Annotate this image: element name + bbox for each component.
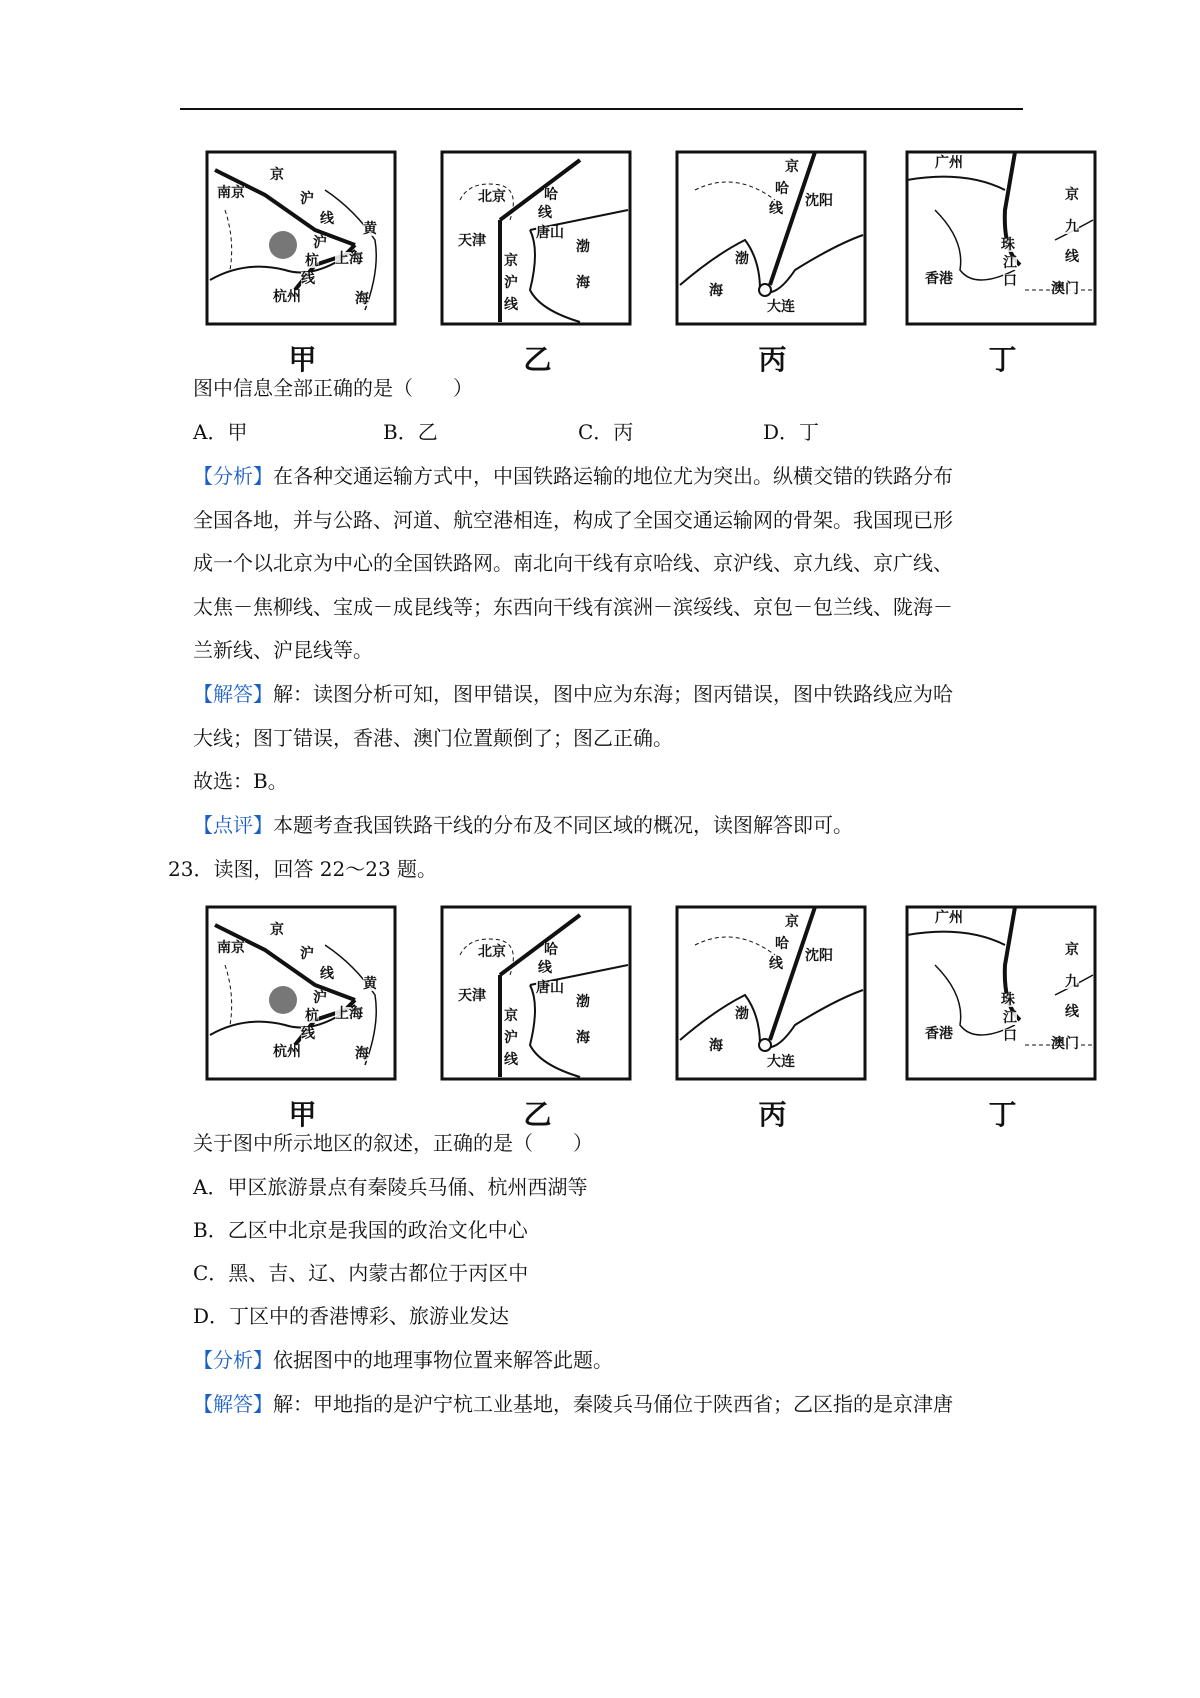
q22-choice: 故选：B。 xyxy=(193,769,288,793)
analysis-tag: 【分析】 xyxy=(193,1348,273,1372)
q23-option-d: D．丁区中的香港博彩、旅游业发达 xyxy=(193,1304,510,1328)
caption-bing: 丙 xyxy=(758,343,787,376)
caption-ding: 丁 xyxy=(988,343,1017,376)
q22-stem: 图中信息全部正确的是（ ） xyxy=(193,376,473,400)
label-xian: 线 xyxy=(538,205,552,221)
label-hu: 沪 xyxy=(504,1030,518,1046)
label-tianjin: 天津 xyxy=(458,988,486,1004)
label-jiang: 江 xyxy=(1003,1010,1017,1026)
q22-option-d: D．丁 xyxy=(763,420,820,444)
label-xian: 线 xyxy=(1065,249,1079,265)
caption-jia: 甲 xyxy=(288,1098,317,1131)
answer-tag: 【解答】 xyxy=(193,682,273,706)
map-jia-graphic xyxy=(205,905,400,1085)
label-hai: 海 xyxy=(709,283,723,299)
caption-yi: 乙 xyxy=(523,1098,552,1131)
label-xian2: 线 xyxy=(301,271,315,287)
label-jing: 京 xyxy=(504,1008,518,1024)
label-dalian: 大连 xyxy=(767,299,795,315)
label-tianjin: 天津 xyxy=(458,233,486,249)
label-jing: 京 xyxy=(270,922,284,938)
label-xian2: 线 xyxy=(301,1026,315,1042)
q22-analysis-line-2: 全国各地，并与公路、河道、航空港相连，构成了全国交通运输网的骨架。我国现已形 xyxy=(193,508,953,532)
label-ha: 哈 xyxy=(544,187,558,203)
label-hai: 海 xyxy=(576,1030,590,1046)
q22-option-c: C．丙 xyxy=(578,420,634,444)
label-jing: 京 xyxy=(785,159,799,175)
label-bo: 渤 xyxy=(735,1006,749,1022)
label-jing: 京 xyxy=(1065,942,1079,958)
label-hu2: 沪 xyxy=(313,235,327,251)
label-hu: 沪 xyxy=(504,275,518,291)
caption-jia: 甲 xyxy=(288,343,317,376)
label-xian: 线 xyxy=(1065,1004,1079,1020)
label-kou: 口 xyxy=(1003,273,1017,289)
label-aomen: 澳门 xyxy=(1051,1036,1079,1052)
label-shanghai: 上海 xyxy=(335,251,363,267)
label-nanjing: 南京 xyxy=(217,940,245,956)
label-aomen: 澳门 xyxy=(1051,281,1079,297)
label-hang: 杭 xyxy=(305,253,319,269)
comment-tag: 【点评】 xyxy=(193,813,273,837)
label-jiu: 九 xyxy=(1065,974,1079,990)
map-bing xyxy=(675,150,870,380)
map-ding xyxy=(905,905,1100,1135)
figure-row-2 xyxy=(205,905,1190,1135)
label-hai: 海 xyxy=(355,291,369,307)
figure-row-1 xyxy=(205,150,1190,380)
label-shanghai: 上海 xyxy=(335,1006,363,1022)
label-jiu: 九 xyxy=(1065,219,1079,235)
q23-option-b: B．乙区中北京是我国的政治文化中心 xyxy=(193,1218,528,1242)
q23-option-c: C．黑、吉、辽、内蒙古都位于丙区中 xyxy=(193,1261,529,1285)
caption-bing: 丙 xyxy=(758,1098,787,1131)
label-hangzhou: 杭州 xyxy=(273,1044,301,1060)
label-huang: 黄 xyxy=(363,976,377,992)
label-hai: 海 xyxy=(355,1046,369,1062)
label-xian: 线 xyxy=(320,966,334,982)
label-xianggang: 香港 xyxy=(925,271,953,287)
map-jia xyxy=(205,905,400,1135)
q23-option-a: A．甲区旅游景点有秦陵兵马俑、杭州西湖等 xyxy=(193,1175,588,1199)
q22-answer-line-1: 【解答】解：读图分析可知，图甲错误，图中应为东海；图丙错误，图中铁路线应为哈 xyxy=(193,682,953,706)
label-huang: 黄 xyxy=(363,221,377,237)
label-jing: 京 xyxy=(785,914,799,930)
label-xian: 线 xyxy=(769,956,783,972)
label-nanjing: 南京 xyxy=(217,185,245,201)
label-beijing: 北京 xyxy=(478,189,506,205)
label-ha: 哈 xyxy=(775,181,789,197)
q22-option-a: A．甲 xyxy=(193,420,248,444)
map-jia-graphic xyxy=(205,150,400,330)
q22-analysis-line-4: 太焦－焦柳线、宝成－成昆线等；东西向干线有滨洲－滨绥线、京包－包兰线、陇海－ xyxy=(193,595,953,619)
label-dalian: 大连 xyxy=(767,1054,795,1070)
label-zhu: 珠 xyxy=(1001,992,1015,1008)
label-xian2: 线 xyxy=(504,297,518,313)
q23-answer: 【解答】解：甲地指的是沪宁杭工业基地，秦陵兵马俑位于陕西省；乙区指的是京津唐 xyxy=(193,1392,953,1416)
label-hu: 沪 xyxy=(300,191,314,207)
label-zhu: 珠 xyxy=(1001,237,1015,253)
label-bo: 渤 xyxy=(735,251,749,267)
label-jing: 京 xyxy=(1065,187,1079,203)
label-ha: 哈 xyxy=(775,936,789,952)
q23-stem: 关于图中所示地区的叙述，正确的是（ ） xyxy=(193,1131,593,1155)
label-xian: 线 xyxy=(538,960,552,976)
label-xianggang: 香港 xyxy=(925,1026,953,1042)
label-hangzhou: 杭州 xyxy=(273,289,301,305)
q22-answer-line-2: 大线；图丁错误，香港、澳门位置颠倒了；图乙正确。 xyxy=(193,726,673,750)
q22-analysis-line-1: 【分析】在各种交通运输方式中，中国铁路运输的地位尤为突出。纵横交错的铁路分布 xyxy=(193,464,953,488)
label-guangzhou: 广州 xyxy=(935,155,963,171)
q22-option-b: B．乙 xyxy=(383,420,438,444)
label-ha: 哈 xyxy=(544,942,558,958)
label-bo: 渤 xyxy=(576,994,590,1010)
map-yi xyxy=(440,905,635,1135)
q22-analysis-line-5: 兰新线、沪昆线等。 xyxy=(193,638,373,662)
label-hai: 海 xyxy=(576,275,590,291)
label-xian: 线 xyxy=(769,201,783,217)
label-beijing: 北京 xyxy=(478,944,506,960)
label-hai: 海 xyxy=(709,1038,723,1054)
analysis-tag: 【分析】 xyxy=(193,464,273,488)
q23-title: 23．读图，回答 22～23 题。 xyxy=(168,857,438,881)
label-kou: 口 xyxy=(1003,1028,1017,1044)
label-tangshan: 唐山 xyxy=(536,980,564,996)
label-guangzhou: 广州 xyxy=(935,910,963,926)
caption-ding: 丁 xyxy=(988,1098,1017,1131)
q22-analysis-line-3: 成一个以北京为中心的全国铁路网。南北向干线有京哈线、京沪线、京九线、京广线、 xyxy=(193,551,953,575)
q22-comment: 【点评】本题考查我国铁路干线的分布及不同区域的概况，读图解答即可。 xyxy=(193,813,853,837)
q23-analysis: 【分析】依据图中的地理事物位置来解答此题。 xyxy=(193,1348,613,1372)
header-rule xyxy=(180,108,1023,110)
label-bo: 渤 xyxy=(576,239,590,255)
caption-yi: 乙 xyxy=(523,343,552,376)
label-shenyang: 沈阳 xyxy=(805,948,833,964)
label-tangshan: 唐山 xyxy=(536,225,564,241)
label-hu2: 沪 xyxy=(313,990,327,1006)
label-xian2: 线 xyxy=(504,1052,518,1068)
map-yi xyxy=(440,150,635,380)
label-jiang: 江 xyxy=(1003,255,1017,271)
map-ding xyxy=(905,150,1100,380)
map-bing xyxy=(675,905,870,1135)
answer-tag: 【解答】 xyxy=(193,1392,273,1416)
label-jing: 京 xyxy=(270,167,284,183)
label-xian: 线 xyxy=(320,211,334,227)
label-jing: 京 xyxy=(504,253,518,269)
label-shenyang: 沈阳 xyxy=(805,193,833,209)
label-hang: 杭 xyxy=(305,1008,319,1024)
map-jia xyxy=(205,150,400,380)
label-hu: 沪 xyxy=(300,946,314,962)
